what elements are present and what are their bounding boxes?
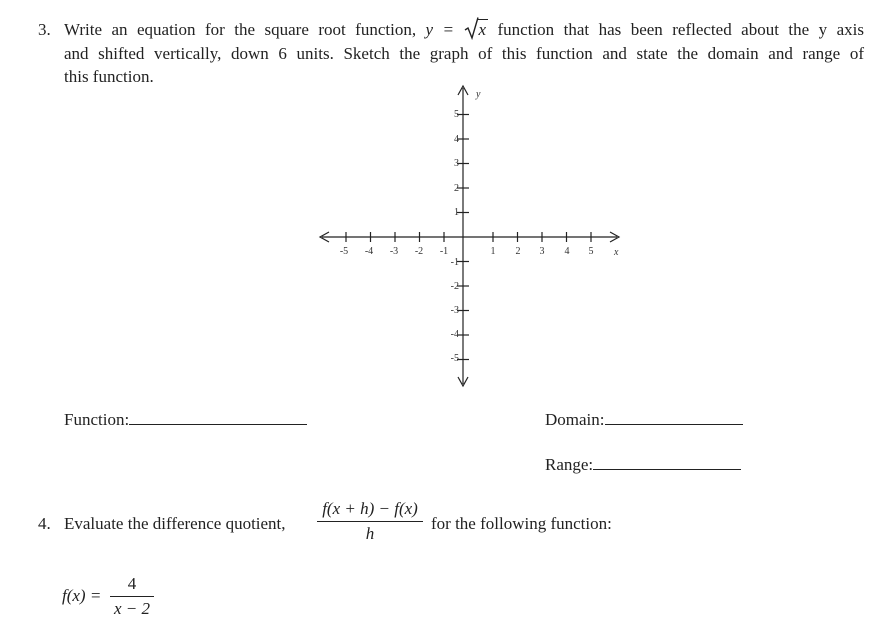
x-tick-label: -2: [414, 246, 424, 257]
function-numerator: 4: [110, 574, 154, 597]
difference-quotient-numerator: f(x + h) − f(x): [317, 499, 423, 522]
y-axis-label: y: [476, 89, 481, 100]
y-tick-label: 1: [454, 207, 459, 218]
question-3-line-3: this function.: [64, 67, 154, 86]
function-fraction: [110, 574, 154, 619]
range-blank[interactable]: [593, 469, 741, 470]
domain-answer: [545, 410, 743, 430]
x-tick-label: 3: [539, 246, 545, 257]
y-tick-label: -2: [450, 281, 459, 292]
y-tick-label: -1: [450, 257, 459, 268]
difference-quotient: [317, 499, 423, 544]
x-tick-label: 1: [490, 246, 496, 257]
equation-lhs: y =: [425, 20, 464, 39]
x-tick-label: -4: [364, 246, 374, 257]
x-tick-label: 4: [564, 246, 570, 257]
function-answer: [64, 410, 307, 430]
question-4-number: 4.: [38, 514, 51, 533]
y-tick-label: 2: [454, 183, 459, 194]
x-axis-label: x: [614, 247, 619, 258]
y-tick-label: 4: [454, 134, 459, 145]
question-4-text: Evaluate the difference quotient,: [64, 514, 286, 533]
y-tick-label: -5: [450, 353, 459, 364]
range-answer: [545, 455, 741, 475]
function-lhs: f(x) =: [62, 586, 102, 605]
y-tick-label: -4: [450, 329, 459, 340]
y-tick-label: 5: [454, 109, 459, 120]
x-tick-label: -3: [389, 246, 399, 257]
function-label: Function:: [64, 410, 130, 429]
y-tick-label: -3: [450, 305, 459, 316]
x-tick-label: 2: [515, 246, 521, 257]
domain-blank[interactable]: [605, 424, 743, 425]
question-3-line-1: Write an equation for the square root function, y = x function that has been reflected about the y axis: [64, 18, 864, 42]
question-3-line-2: and shifted vertically, down 6 units. Sketch the graph of this function and state the domain and range of: [64, 43, 864, 63]
x-tick-label: -5: [339, 246, 349, 257]
function-denominator: x − 2: [113, 599, 151, 618]
radicand: x: [478, 20, 487, 39]
difference-quotient-denominator: h: [365, 524, 375, 543]
y-tick-label: 3: [454, 158, 459, 169]
question-3-number: 3.: [38, 20, 51, 39]
range-label: Range:: [545, 455, 594, 474]
function-blank[interactable]: [129, 424, 307, 425]
domain-label: Domain:: [545, 410, 605, 429]
x-tick-label: -1: [439, 246, 449, 257]
question-4-text-after: for the following function:: [431, 514, 612, 533]
x-tick-label: 5: [588, 246, 594, 257]
